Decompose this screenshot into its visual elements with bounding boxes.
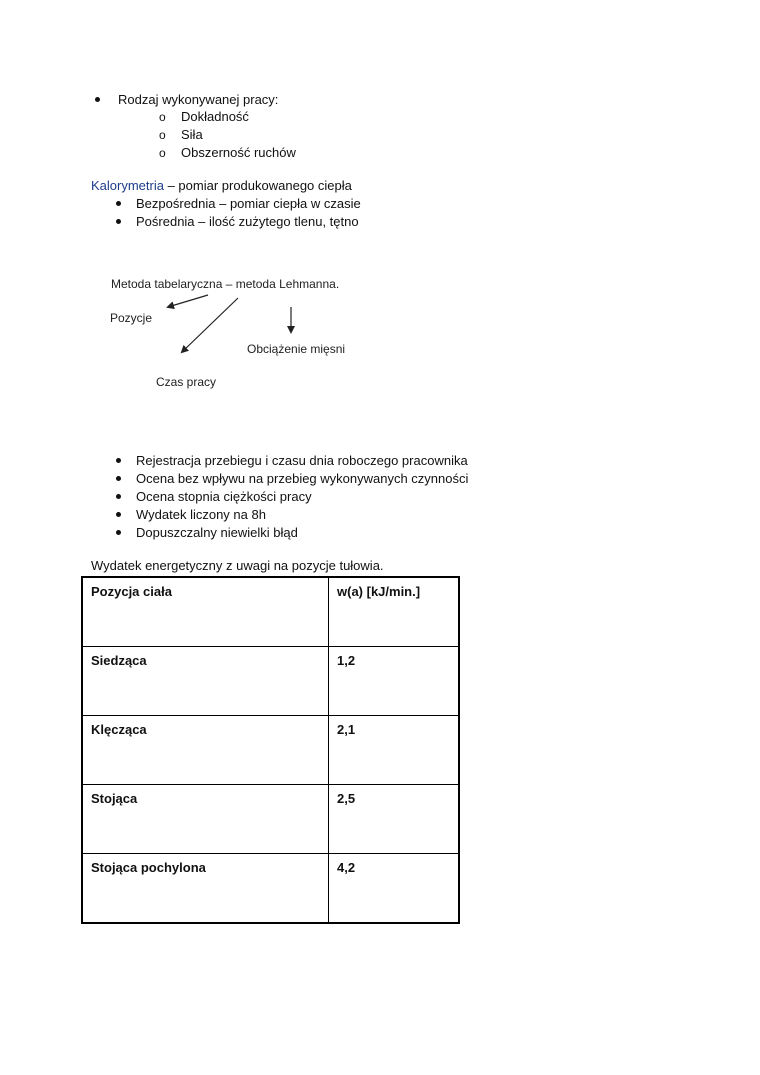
diagram-title-dash: – xyxy=(222,277,236,291)
table-cell-value: 4,2 xyxy=(329,854,460,924)
arrow-to-time xyxy=(182,298,238,352)
bullet-dot xyxy=(116,476,121,481)
method-point-8h: Wydatek liczony na 8h xyxy=(136,507,266,522)
bullet-dot xyxy=(116,530,121,535)
sub-item-precision: Dokładność xyxy=(181,109,249,124)
table-row xyxy=(82,647,459,716)
table-header-row xyxy=(82,577,459,647)
table-row xyxy=(82,854,459,924)
kalorymetria-definition: – pomiar produkowanego ciepła xyxy=(163,178,352,193)
method-point-small-error: Dopuszczalny niewielki błąd xyxy=(136,525,298,540)
sub-item-strength: Siła xyxy=(181,127,203,142)
sub-bullet-marker: o xyxy=(159,146,166,160)
bullet-dot xyxy=(116,458,121,463)
diagram-node-time: Czas pracy xyxy=(156,375,217,389)
table-cell-value: 2,5 xyxy=(329,785,460,854)
kalorymetria-indirect: Pośrednia – ilość zużytego tlenu, tętno xyxy=(136,214,359,229)
method-point-registration: Rejestracja przebiegu i czasu dnia roboczego pracownika xyxy=(136,453,468,468)
diagram-title-left: Metoda tabelaryczna xyxy=(111,277,223,291)
table-cell-position: Klęcząca xyxy=(82,716,329,785)
diagram-node-positions: Pozycje xyxy=(110,311,153,325)
table-cell-position: Stojąca pochylona xyxy=(82,854,329,924)
sub-bullet-marker: o xyxy=(159,128,166,142)
arrow-to-positions xyxy=(168,295,208,307)
sub-bullet-marker: o xyxy=(159,110,166,124)
kalorymetria-direct: Bezpośrednia – pomiar ciepła w czasie xyxy=(136,196,361,211)
method-point-heaviness: Ocena stopnia ciężkości pracy xyxy=(136,489,312,504)
table-cell-value: 2,1 xyxy=(329,716,460,785)
bullet-dot xyxy=(116,512,121,517)
table-cell-value: 1,2 xyxy=(329,647,460,716)
diagram-arrows xyxy=(0,0,760,400)
kalorymetria-term: Kalorymetria xyxy=(91,178,164,193)
table-row xyxy=(82,716,459,785)
table-row xyxy=(82,785,459,854)
table-header-cell: Pozycja ciała xyxy=(82,577,329,647)
method-point-no-impact: Ocena bez wpływu na przebieg wykonywanych czynności xyxy=(136,471,469,486)
table-caption: Wydatek energetyczny z uwagi na pozycje tułowia. xyxy=(91,558,384,573)
diagram-title-right: metoda Lehmanna. xyxy=(235,277,340,291)
sub-item-range-of-motion: Obszerność ruchów xyxy=(181,145,296,160)
energy-expenditure-table xyxy=(81,576,460,924)
table-cell-position: Siedząca xyxy=(82,647,329,716)
table-header-cell: w(a) [kJ/min.] xyxy=(329,577,460,647)
table-cell-position: Stojąca xyxy=(82,785,329,854)
work-type-heading: Rodzaj wykonywanej pracy: xyxy=(118,92,279,107)
diagram-node-load: Obciążenie mięsni xyxy=(247,342,346,356)
bullet-dot xyxy=(116,494,121,499)
